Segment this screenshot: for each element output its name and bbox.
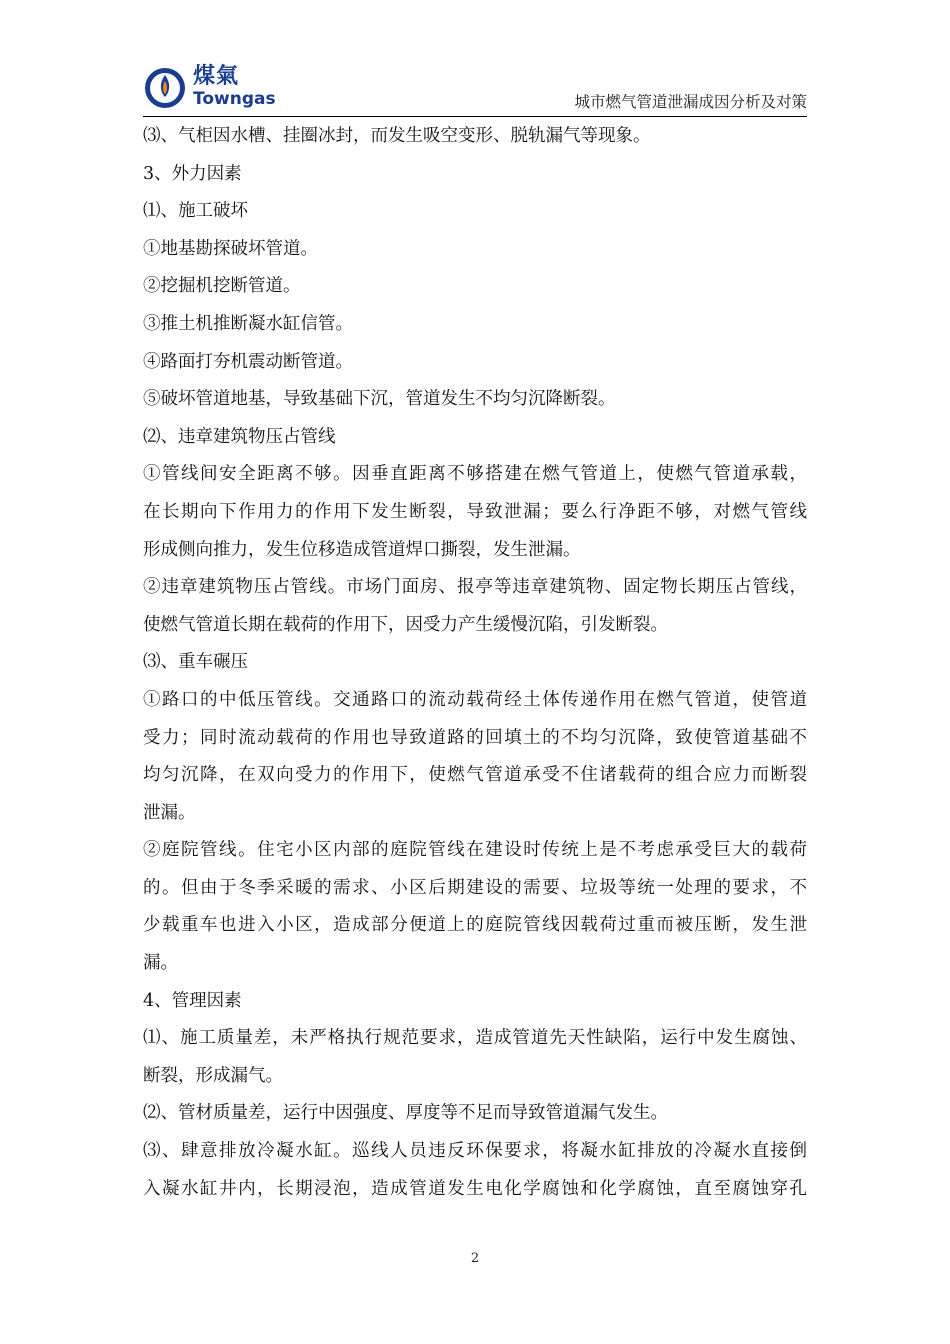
logo-chinese-text: 煤氣	[193, 64, 240, 89]
paragraph-line: ①管线间安全距离不够。因垂直距离不够搭建在燃气管道上，使燃气管道承载，	[143, 464, 807, 485]
paragraph-line: 使燃气管道长期在载荷的作用下，因受力产生缓慢沉陷，引发断裂。	[143, 614, 668, 635]
flame-logo-icon	[143, 66, 187, 110]
list-item: ①地基勘探破坏管道。	[143, 238, 318, 259]
paragraph-line: ②庭院管线。住宅小区内部的庭院管线在建设时传统上是不考虑承受巨大的载荷	[143, 840, 807, 861]
paragraph-line: 入凝水缸井内，长期浸泡，造成管道发生电化学腐蚀和化学腐蚀，直至腐蚀穿孔	[143, 1178, 807, 1199]
paragraph-line: 断裂，形成漏气。	[143, 1065, 283, 1086]
document-body	[143, 118, 807, 1208]
paragraph-line: 形成侧向推力，发生位移造成管道焊口撕裂，发生泄漏。	[143, 539, 581, 560]
list-item: ⑤破坏管道地基，导致基础下沉，管道发生不均匀沉降断裂。	[143, 389, 616, 410]
page-header	[143, 64, 807, 117]
list-item: ④路面打夯机震动断管道。	[143, 351, 353, 372]
page-number: 2	[470, 1251, 480, 1266]
towngas-logo	[143, 64, 276, 112]
paragraph-line: ②违章建筑物压占管线。市场门面房、报亭等违章建筑物、固定物长期压占管线，	[143, 577, 807, 598]
paragraph-line: 在长期向下作用力的作用下发生断裂，导致泄漏；要么行净距不够，对燃气管线	[143, 501, 807, 522]
paragraph-line: ⑶、肆意排放冷凝水缸。巡线人员违反环保要求，将凝水缸排放的冷凝水直接倒	[143, 1141, 807, 1162]
section-heading: 3、外力因素	[143, 163, 242, 184]
list-item: ③推土机推断凝水缸信管。	[143, 313, 353, 334]
paragraph-line: 均匀沉降，在双向受力的作用下，使燃气管道承受不住诸载荷的组合应力而断裂	[143, 765, 807, 786]
paragraph-line: ⑵、管材质量差，运行中因强度、厚度等不足而导致管道漏气发生。	[143, 1103, 668, 1124]
subsection-heading: ⑵、违章建筑物压占管线	[143, 426, 336, 447]
paragraph-line: ⑴、施工质量差，未严格执行规范要求，造成管道先天性缺陷，运行中发生腐蚀、	[143, 1028, 807, 1049]
paragraph-line: 漏。	[143, 953, 178, 974]
paragraph-line: 受力；同时流动载荷的作用也导致道路的回填土的不均匀沉降，致使管道基础不	[143, 727, 807, 748]
logo-english-text: Towngas	[193, 89, 276, 109]
subsection-heading: ⑶、重车碾压	[143, 652, 248, 673]
paragraph-line: 泄漏。	[143, 802, 196, 823]
paragraph-line: 少载重车也进入小区，造成部分便道上的庭院管线因载荷过重而被压断，发生泄	[143, 915, 807, 936]
list-item: ②挖掘机挖断管道。	[143, 276, 301, 297]
section-heading: 4、管理因素	[143, 990, 242, 1011]
paragraph-line: 的。但由于冬季采暖的需求、小区后期建设的需要、垃圾等统一处理的要求，不	[143, 877, 807, 898]
paragraph-line: ⑶、气柜因水槽、挂圈冰封，而发生吸空变形、脱轨漏气等现象。	[143, 126, 651, 146]
paragraph-line: ①路口的中低压管线。交通路口的流动载荷经土体传递作用在燃气管道，使管道	[143, 689, 807, 710]
document-title: 城市燃气管道泄漏成因分析及对策	[574, 93, 807, 111]
subsection-heading: ⑴、施工破坏	[143, 201, 248, 222]
